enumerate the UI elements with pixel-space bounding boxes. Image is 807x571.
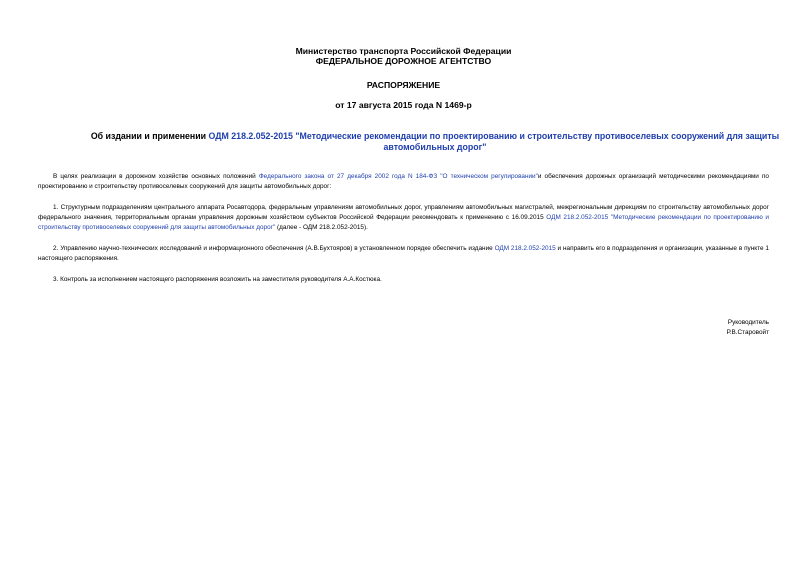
p3-text-post: и направить его в подразделения и организации, указанные в пункте 1 настоящего распоряжения. bbox=[38, 245, 769, 262]
p1-text-pre: В целях реализации в дорожном хозяйстве основных положений bbox=[53, 173, 259, 180]
paragraph-item-3: 3. Контроль за исполнением настоящего распоряжения возложить на заместителя руководителя А.А.Костюка. bbox=[53, 276, 382, 283]
p2-text-pre: 1. Структурным подразделениям центрального аппарата Росавтодора, федеральным управлениям автомобильных дорог, управлениям автомобильных магистралей, межрегиональным дирекциям по строительству автомобильных дорог федерального значения, территориальным органам управления дорожным хозяйством субъектов Российской Федерации рекомендовать к применению с 16.09.2015 bbox=[38, 204, 769, 221]
agency-name: ФЕДЕРАЛЬНОЕ ДОРОЖНОЕ АГЕНТСТВО bbox=[315, 56, 492, 66]
p2-text-post: (далее - ОДМ 218.2.052-2015). bbox=[275, 224, 368, 231]
paragraph-intro bbox=[38, 172, 769, 192]
p1-text-post: и обеспечения дорожных организаций методическими рекомендациями по проектированию и строительству противоселевых сооружений для защиты автомобильных дорог: bbox=[38, 173, 769, 190]
paragraph-item-2 bbox=[38, 244, 769, 264]
document-title bbox=[60, 131, 807, 152]
document-date: от 17 августа 2015 года N 1469-р bbox=[335, 100, 472, 110]
paragraph-item-1 bbox=[38, 203, 769, 233]
ministry-name: Министерство транспорта Российской Федерации bbox=[295, 46, 512, 56]
title-prefix: Об издании и применении bbox=[90, 131, 209, 141]
p3-text-pre: 2. Управлению научно-технических исследований и информационного обеспечения (А.В.Бухтояров) в установленном порядке обеспечить издание bbox=[53, 245, 495, 252]
document-type: РАСПОРЯЖЕНИЕ bbox=[366, 80, 441, 90]
signature-name: Р.В.Старовойт bbox=[726, 329, 769, 336]
federal-law-link[interactable]: Федерального закона от 27 декабря 2002 года N 184-ФЗ "О техническом регулировании" bbox=[258, 173, 538, 180]
signature-role: Руководитель bbox=[727, 319, 769, 326]
odm-link-2[interactable]: ОДМ 218.2.052-2015 bbox=[494, 245, 556, 252]
title-link[interactable]: ОДМ 218.2.052-2015 "Методические рекомендации по проектированию и строительству противоселевых сооружений для защиты автомобильных дорог" bbox=[208, 131, 780, 152]
odm-link-1[interactable]: ОДМ 218.2.052-2015 "Методические рекомендации по проектированию и строительству противоселевых сооружений для защиты автомобильных дорог" bbox=[38, 214, 769, 231]
